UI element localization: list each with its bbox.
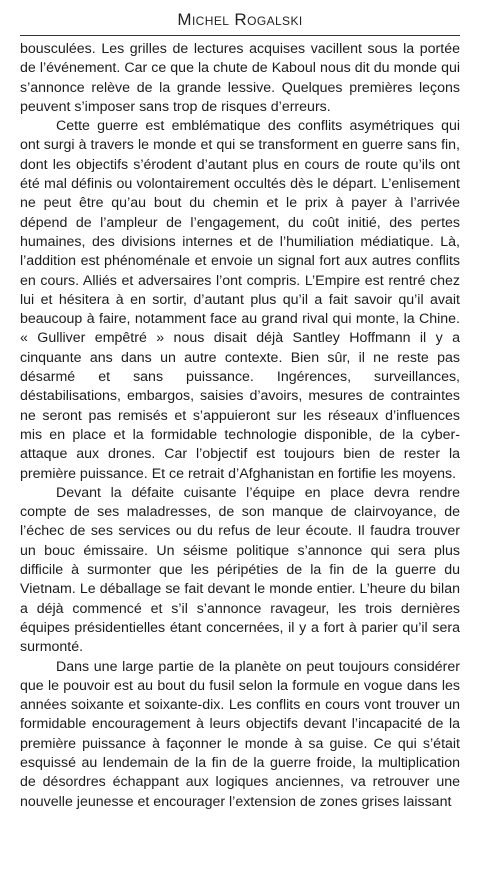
- paragraph: Dans une large partie de la planète on peut toujours considérer que le pouvoir est au bout du fusil selon la formule en vogue dans les années soixante et soixante-dix. Les conflits en cours vont trouver un formidable encouragement à leurs objectifs devant l’incapacité de la première puissance à façonner le monde à sa guise. Ce qui s’était esquissé au lendemain de la fin de la guerre froide, la multiplication de désordres échappant aux logiques anciennes, va retrouver une nouvelle jeunesse et encourager l’extension de zones grises laissant: [20, 658, 460, 810]
- book-page: [20, 8, 460, 812]
- paragraph-continued: bousculées. Les grilles de lectures acquises vacillent sous la portée de l’événement. Car ce que la chute de Kaboul nous dit du monde qui s’annonce relève de la grande lessive. Quelques premières leçons peuvent s’imposer sans trop de risques d’erreurs.: [20, 41, 460, 115]
- paragraph: Cette guerre est emblématique des conflits asymétriques qui ont surgi à travers le monde et qui se transforment en guerre sans fin, dont les objectifs s’érodent d’autant plus en cours de route qu’ils ont été mal définis ou volontairement occultés dès le départ. L’enlisement ne peut être qu’au bout du chemin et le prix à payer à l’arrivée dépend de l’ampleur de l’engagement, du coût initié, des pertes humaines, des divisions internes et de l’humiliation médiatique. Là, l’addition est phénoménale et envoie un signal fort aux autres conflits en cours. Alliés et adversaires l’ont compris. L’Empire est rentré chez lui et hésitera à en sortir, d’autant plus qu’il a fait savoir qu’il avait beaucoup à faire, notamment face au grand rival qui monte, la Chine. « Gulliver empêtré » nous disait déjà Santley Hoffmann il y a cinquante ans dans un autre contexte. Bien sûr, il ne reste pas désarmé et sans puissance. Ingérences, surveillances, déstabilisations, embargos, saisies d’avoirs, mesures de contraintes ne seront pas remisés et s’appuieront sur les réseaux d’influences mis en place et la formidable technologie disponible, de la cyber-attaque aux drones. Car l’objectif est toujours bien de rester la première puissance. Et ce retrait d’Afghanistan en fortifie les moyens.: [20, 118, 460, 482]
- running-head-author: Michel Rogalski: [177, 10, 303, 29]
- body-text: [20, 40, 460, 812]
- header-rule: [20, 35, 460, 36]
- paragraph: Devant la défaite cuisante l’équipe en place devra rendre compte de ses maladresses, de son manque de clairvoyance, de l’échec de ses services ou du refus de leur écoute. Il faudra trouver un bouc émissaire. Un séisme politique s’annonce qui sera plus difficile à surmonter que les péripéties de la fin de la guerre du Vietnam. Le déballage se fait devant le monde entier. L’heure du bilan a déjà commencé et s’il s’annonce ravageur, les trois dernières équipes présidentielles étant concernées, il y a fort à parier qu’il sera surmonté.: [20, 484, 460, 656]
